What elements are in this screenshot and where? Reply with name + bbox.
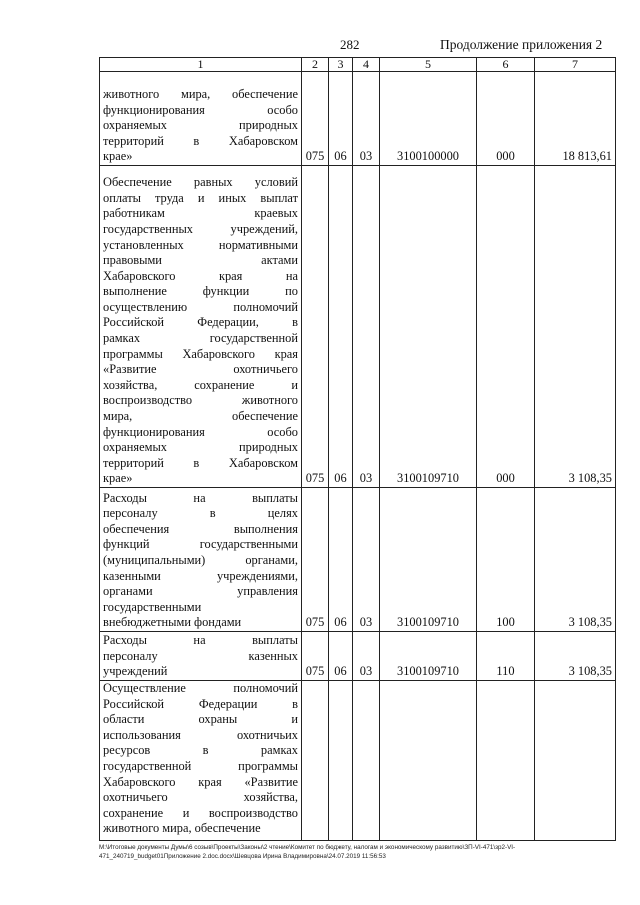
description-line: рамках государственной [103,331,298,346]
description-line: Хабаровского края «Развитие [103,774,298,789]
cell-expense-type: 000 [477,72,535,166]
footer-line-1: М:\Итоговые документы Думы\6 созыв\Проекты\Законы\2 чтение\Комитет по бюджету, налогам и экономическому развитию\ЗП-VI-471\зр2-VI- [99,844,516,851]
cell-ministry: 075 [302,166,329,488]
description-line: территорий в Хабаровском [103,133,298,148]
appendix-note: Продолжение приложения 2 [440,37,603,52]
description-line: сохранение и воспроизводство [103,805,298,820]
description-line: установленных нормативными [103,237,298,252]
description-line: программы Хабаровского края [103,346,298,361]
description-line: Обеспечение равных условий [103,175,298,190]
cell-target-article [380,681,477,841]
description-line: воспроизводство животного [103,393,298,408]
description-line: осуществлению полномочий [103,299,298,314]
description-line: «Развитие охотничьего [103,362,298,377]
table-header-row [100,58,616,72]
description-line: мира, обеспечение [103,409,298,424]
budget-table [99,57,616,841]
table-row [100,632,616,681]
header-col-5: 5 [380,58,477,72]
description-line: крае» [103,471,133,486]
description-line: государственных учреждений, [103,221,298,236]
description-line: Расходы на выплаты [103,633,298,648]
description-line: области охраны и [103,712,298,727]
cell-section [329,681,353,841]
cell-ministry [302,681,329,841]
description-line: обеспечения выполнения [103,521,298,536]
cell-subsection: 03 [353,166,380,488]
description-line: правовыми актами [103,253,298,268]
cell-subsection: 03 [353,632,380,681]
description-line: хозяйства, сохранение и [103,377,298,392]
description-line: ресурсов в рамках [103,743,298,758]
cell-amount [535,681,616,841]
description-line: работникам краевых [103,206,298,221]
description-line: оплаты труда и иных выплат [103,190,298,205]
cell-target-article: 3100109710 [380,488,477,632]
description-line: животного мира, обеспечение [103,87,298,102]
cell-section: 06 [329,72,353,166]
description-line: охраняемых природных [103,440,298,455]
description-line: использования охотничьих [103,727,298,742]
description-line: органами управления [103,584,298,599]
description-line: внебюджетными фондами [103,615,242,630]
row-description [100,488,302,632]
row-description [100,632,302,681]
row-description [100,681,302,841]
cell-subsection: 03 [353,488,380,632]
cell-ministry: 075 [302,488,329,632]
header-col-1: 1 [100,58,302,72]
cell-ministry: 075 [302,632,329,681]
cell-expense-type [477,681,535,841]
cell-target-article: 3100109710 [380,632,477,681]
header-col-7: 7 [535,58,616,72]
cell-amount: 3 108,35 [535,488,616,632]
cell-expense-type: 100 [477,488,535,632]
cell-subsection [353,681,380,841]
description-line: Российской Федерации в [103,696,298,711]
description-line: государственной программы [103,758,298,773]
description-line: казенными учреждениями, [103,568,298,583]
description-line: Расходы на выплаты [103,490,298,505]
cell-expense-type: 000 [477,166,535,488]
row-description [100,72,302,166]
description-line: функционирования особо [103,424,298,439]
description-line: Российской Федерации, в [103,315,298,330]
description-line: животного мира, обеспечение [103,821,261,836]
description-line: персоналу в целях [103,506,298,521]
description-line: (муниципальными) органами, [103,553,298,568]
table-row [100,166,616,488]
description-line: Осуществление полномочий [103,681,298,695]
description-line: учреждений [103,664,168,679]
footer-line-2: 471_240719_budget01Приложение 2.doc.docx\Шевцова Ирина Владимировна\24.07.2019 11:56:53 [99,853,386,860]
row-description [100,166,302,488]
description-line: крае» [103,149,133,164]
cell-amount: 18 813,61 [535,72,616,166]
cell-amount: 3 108,35 [535,166,616,488]
description-line: функций государственными [103,537,298,552]
cell-section: 06 [329,488,353,632]
cell-target-article: 3100109710 [380,166,477,488]
file-path-footer [99,843,619,861]
description-line: государственными [103,599,202,614]
header-col-6: 6 [477,58,535,72]
header-col-2: 2 [302,58,329,72]
cell-section: 06 [329,166,353,488]
description-line: выполнение функции по [103,284,298,299]
header-col-3: 3 [329,58,353,72]
cell-amount: 3 108,35 [535,632,616,681]
description-line: Хабаровского края на [103,268,298,283]
header-col-4: 4 [353,58,380,72]
description-line: функционирования особо [103,102,298,117]
table-row [100,681,616,841]
description-line: территорий в Хабаровском [103,455,298,470]
table-row [100,72,616,166]
cell-ministry: 075 [302,72,329,166]
description-line: охотничьего хозяйства, [103,790,298,805]
cell-section: 06 [329,632,353,681]
table-row [100,488,616,632]
cell-expense-type: 110 [477,632,535,681]
page-number: 282 [340,37,360,52]
cell-subsection: 03 [353,72,380,166]
description-line: персоналу казенных [103,648,298,663]
description-line: охраняемых природных [103,118,298,133]
cell-target-article: 3100100000 [380,72,477,166]
